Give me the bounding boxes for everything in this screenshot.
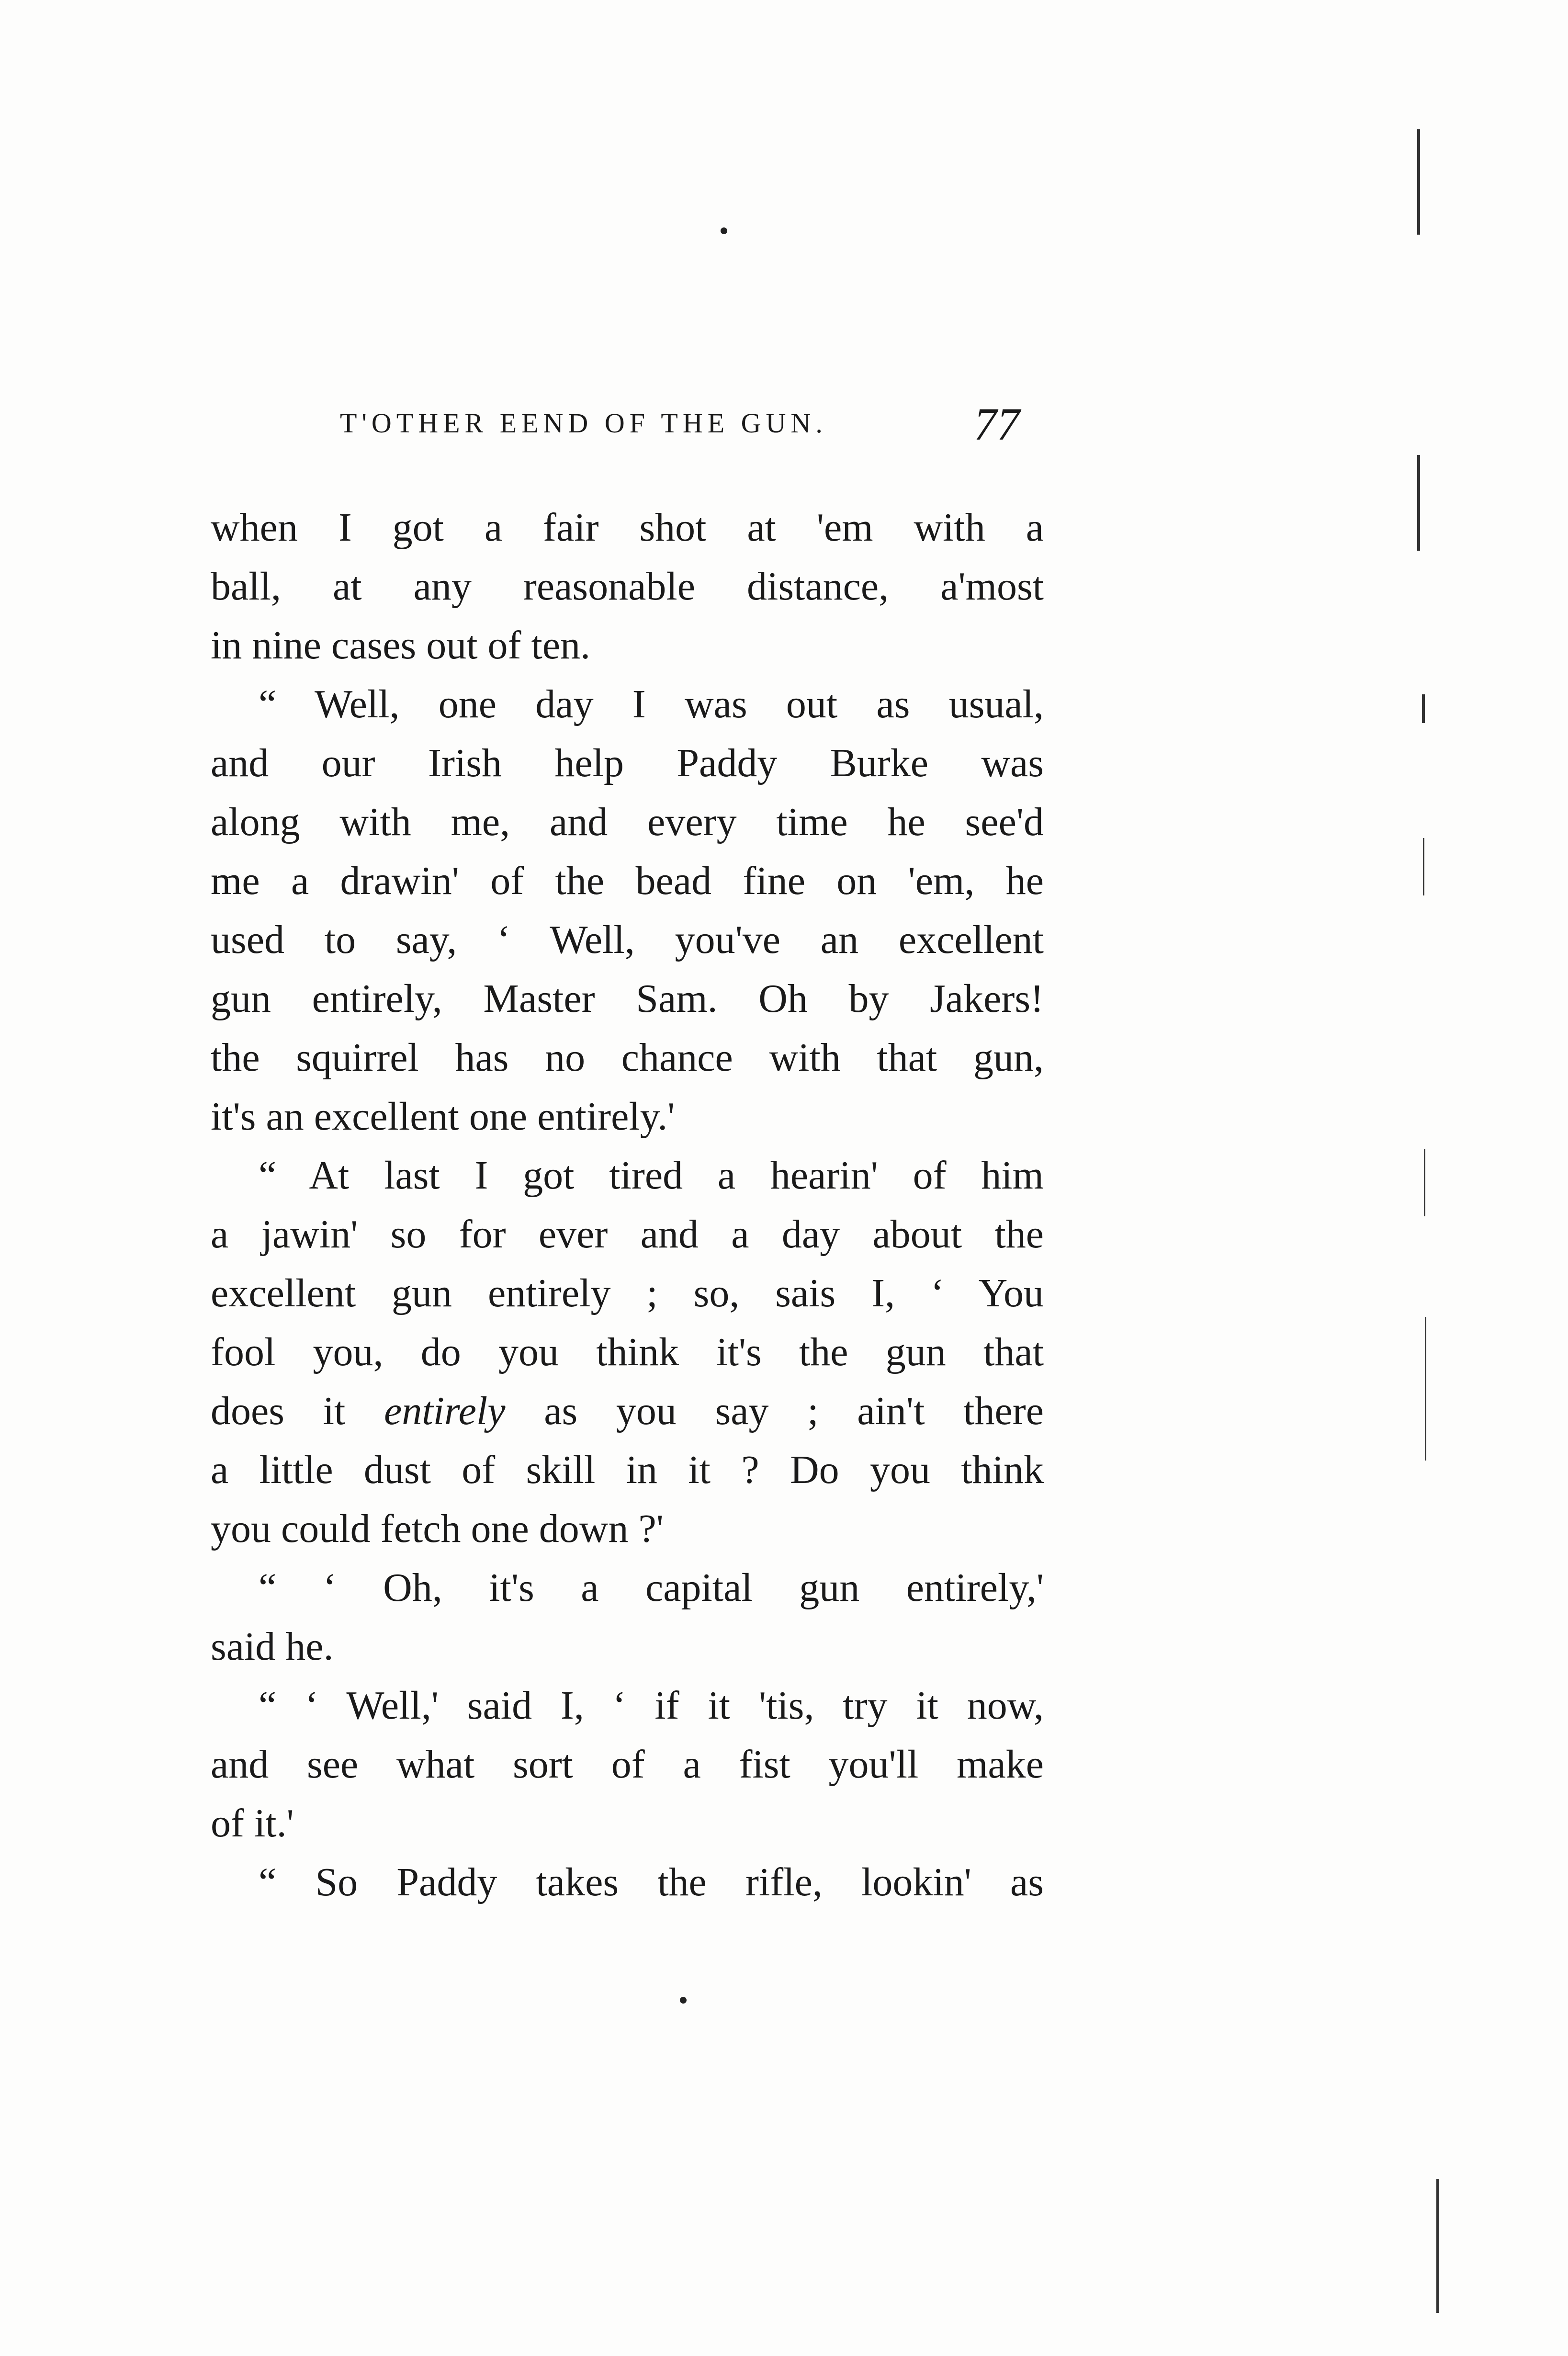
text-line: does it entirely as you say ; ain't there xyxy=(211,1389,1044,1433)
text-line: of it.' xyxy=(211,1801,294,1846)
text-line: when I got a fair shot at 'em with a xyxy=(211,505,1044,550)
page-number: 77 xyxy=(974,398,1020,450)
scan-mark xyxy=(1417,129,1420,235)
text-line: the squirrel has no chance with that gun, xyxy=(211,1035,1044,1080)
scan-mark xyxy=(1423,838,1424,895)
text-line: excellent gun entirely ; so, sais I, ‘ You xyxy=(211,1271,1044,1315)
text-line: and see what sort of a fist you'll make xyxy=(211,1742,1044,1787)
text-line: “ Well, one day I was out as usual, xyxy=(259,682,1044,726)
text-line: fool you, do you think it's the gun that xyxy=(211,1330,1044,1374)
text-line: “ ‘ Well,' said I, ‘ if it 'tis, try it now, xyxy=(259,1683,1044,1728)
body-text xyxy=(211,498,1044,1912)
text-line: said he. xyxy=(211,1624,334,1669)
text-line: “ At last I got tired a hearin' of him xyxy=(259,1153,1044,1198)
text-line: a little dust of skill in it ? Do you think xyxy=(211,1448,1044,1492)
text-line: “ So Paddy takes the rifle, lookin' as xyxy=(259,1860,1044,1904)
scan-mark xyxy=(1424,1149,1425,1216)
running-title: T'OTHER EEND OF THE GUN. xyxy=(340,408,827,439)
text-line: it's an excellent one entirely.' xyxy=(211,1094,675,1139)
text-line: a jawin' so for ever and a day about the xyxy=(211,1212,1044,1257)
text-line: ball, at any reasonable distance, a'most xyxy=(211,564,1044,609)
scan-speck xyxy=(721,227,727,234)
text-line: me a drawin' of the bead fine on 'em, he xyxy=(211,859,1044,903)
text-line: you could fetch one down ?' xyxy=(211,1506,664,1551)
text-line: in nine cases out of ten. xyxy=(211,623,591,668)
scan-speck xyxy=(680,1997,687,2004)
scan-edge-artifacts xyxy=(1417,120,1446,2322)
text-line: used to say, ‘ Well, you've an excellent xyxy=(211,917,1044,962)
scan-mark xyxy=(1425,1317,1426,1461)
scan-mark xyxy=(1422,694,1425,723)
italic-word: entirely xyxy=(384,1389,506,1433)
scan-mark xyxy=(1436,2179,1439,2313)
text-line: and our Irish help Paddy Burke was xyxy=(211,741,1044,785)
text-line: along with me, and every time he see'd xyxy=(211,800,1044,844)
scan-mark xyxy=(1417,455,1420,551)
text-line: “ ‘ Oh, it's a capital gun entirely,' xyxy=(259,1565,1044,1610)
text-line: gun entirely, Master Sam. Oh by Jakers! xyxy=(211,976,1044,1021)
running-head xyxy=(330,397,1029,455)
